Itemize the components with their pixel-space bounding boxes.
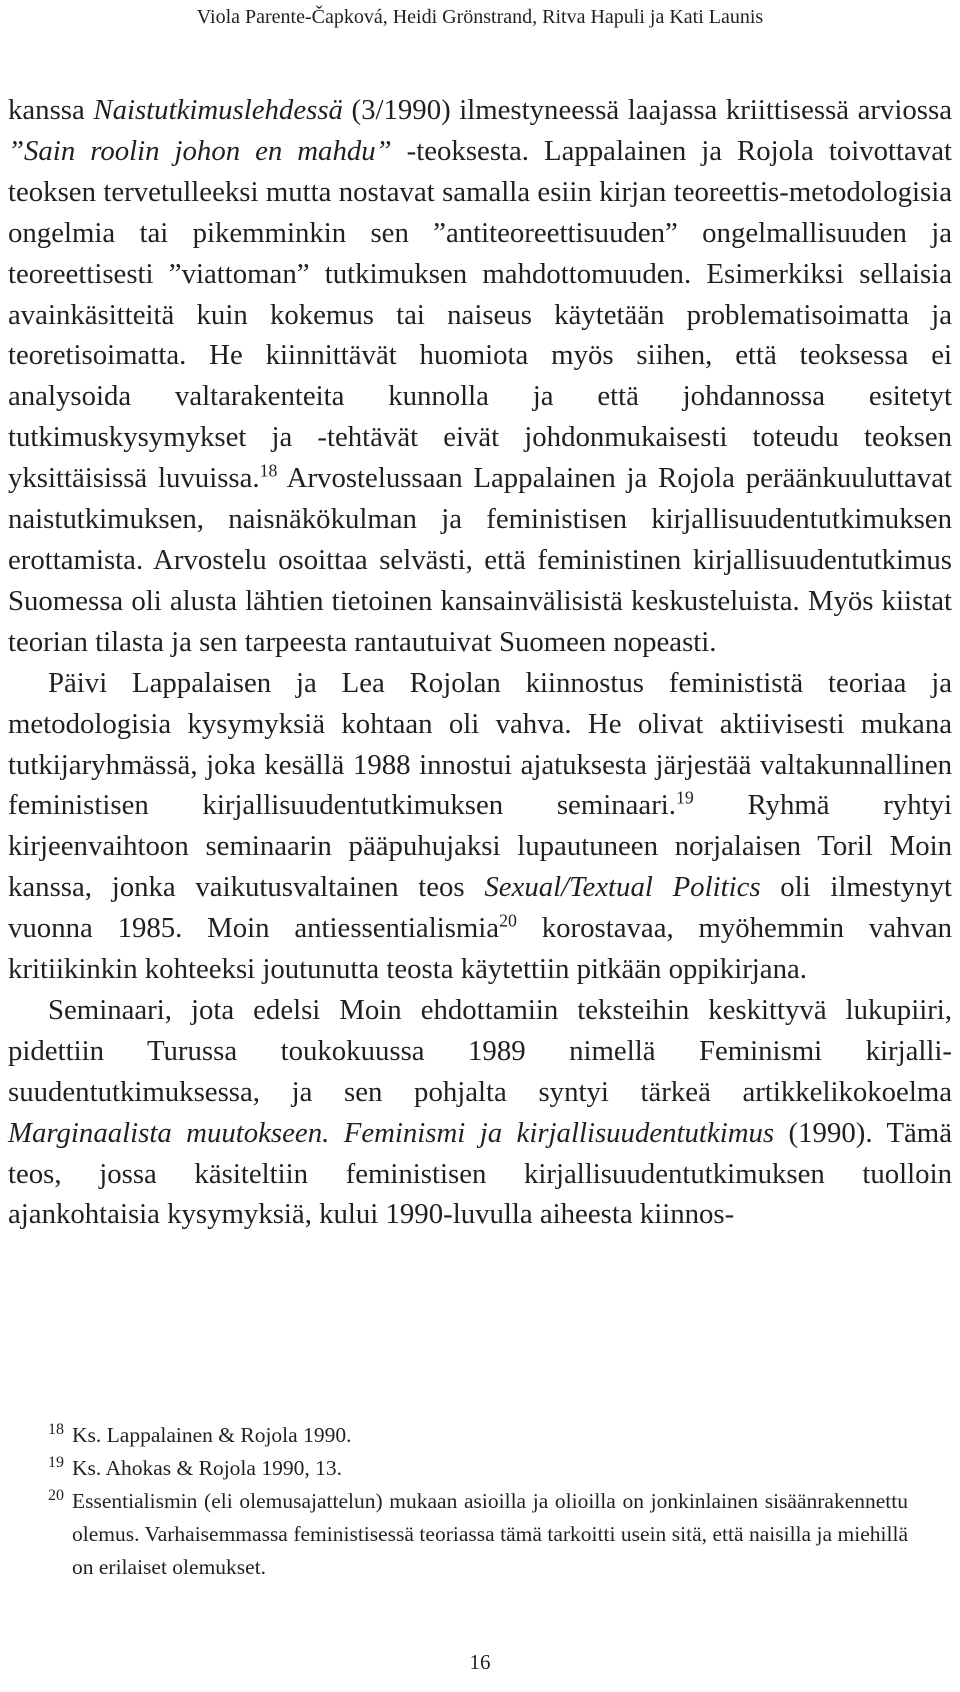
text-run: kanssa <box>8 94 94 126</box>
footnote-number: 18 <box>48 1421 64 1438</box>
text-run: (3/1990) ilmestyneessä laajassa kriittisessä arviossa <box>342 94 952 126</box>
footnote-ref: 20 <box>499 910 517 931</box>
footnote-ref: 19 <box>675 787 694 808</box>
footnotes <box>48 1419 908 1584</box>
paragraph-2 <box>8 663 952 990</box>
footnote-ref: 18 <box>259 460 278 481</box>
paragraph-3 <box>8 990 952 1235</box>
text-run: Ryhmä ryhtyi kirjeenvaihtoon seminaarin pääpuhujaksi lupautuneen norjalaisen Toril Moin kanssa, jonka vaikutusvaltainen teos <box>8 789 952 904</box>
text-run: oli ilmestynyt vuonna 1985. Moin antiessentialismia <box>8 871 952 945</box>
text-run: Seminaari, jota edelsi Moin ehdottamiin teksteihin keskittyvä lukupiiri, pidettiin Turussa toukokuussa 1989 nimellä Feminismi kirjallisuudentutkimuksessa, ja sen pohjalta syntyi tärkeä artikkelikokoelma <box>8 993 952 1108</box>
page-number: 16 <box>469 1650 491 1674</box>
footnote-text: Essentialismin (eli olemusajattelun) mukaan asioilla ja olioilla on jonkinlainen sisäänrakennettu olemus. Varhaisemmassa feministisessä teoriassa tämä tarkoitti usein sitä, että naisilla ja miehillä on erilaiset olemukset. <box>72 1489 908 1579</box>
footnote-number: 19 <box>48 1454 64 1471</box>
text-run: (1990). Tämä teos, jossa käsiteltiin feministisen kirjallisuudentutkimuksen tuolloin ajankohtaisia kysymyksiä, kului 1990-luvulla aiheesta kiinnos- <box>8 1116 952 1231</box>
text-run: Arvostelussaan Lappalainen ja Rojola peräänkuuluttavat naistutkimuksen, naisnäkökulman ja feministisen kirjallisuudentutkimuksen erottamista. Arvostelu osoittaa selvästi, että feministinen kirjallisuudentutkimus Suomessa oli alusta lähtien tietoinen kansainvälisistä keskusteluista. Myös kiistat teorian tilasta ja sen tarpeesta rantautuivat Suomeen nopeasti. <box>8 462 952 658</box>
footnote-20 <box>48 1485 908 1584</box>
italic-text: Naistutkimuslehdessä <box>93 94 343 126</box>
running-head: Viola Parente-Čapková, Heidi Grönstrand, Ritva Hapuli ja Kati Launis <box>196 6 764 28</box>
text-run: -teoksesta. Lappalainen ja Rojola toivottavat teoksen tervetulleeksi mutta nostavat samalla esiin kirjan teoreettis-metodologisia ongelmia tai pikemminkin sen ”antiteoreettisuuden” ongelmallisuuden ja teoreettisesti ”viattoman” tutkimuksen mahdottomuuden. Esimerkiksi sellaisia avainkäsitteitä kuin kokemus tai naiseus käytetään problematisoimatta ja teoretisoimatta. He kiinnittävät huomiota myös siihen, että teoksessa ei analysoida valtarakenteita kunnolla ja että johdannossa esitetyt tutkimuskysymykset ja -tehtävät eivät johdonmukaisesti toteudu teoksen yksittäisissä luvuissa. <box>8 134 952 495</box>
footnote-text: Ks. Lappalainen & Rojola 1990. <box>72 1423 352 1447</box>
italic-text: ”Sain roolin johon en mahdu” <box>8 134 392 167</box>
italic-text: Marginaalista muutokseen. Feminismi ja kirjallisuudentutkimus <box>8 1116 775 1149</box>
body-text <box>8 90 952 1235</box>
italic-text: Sexual/​Textual Politics <box>484 871 761 904</box>
text-run: Päivi Lappalaisen ja Lea Rojolan kiinnostus feminististä teoriaa ja metodologisia kysymyksiä kohtaan oli vahva. He olivat aktiivisesti mukana tutkijaryhmässä, joka kesällä 1988 innostui ajatuksesta järjestää valtakunnallinen feministisen kirjallisuudentutkimuksen seminaari. <box>8 666 952 822</box>
footnote-18 <box>48 1419 908 1452</box>
paragraph-1 <box>8 90 952 663</box>
text-run: korostavaa, myöhemmin vahvan kritiikinkin kohteeksi joutunutta teosta käytettiin pitkään oppikirjana. <box>8 912 952 986</box>
footnote-19 <box>48 1452 908 1485</box>
footnote-text: Ks. Ahokas & Rojola 1990, 13. <box>72 1456 342 1480</box>
footnote-number: 20 <box>48 1487 64 1504</box>
